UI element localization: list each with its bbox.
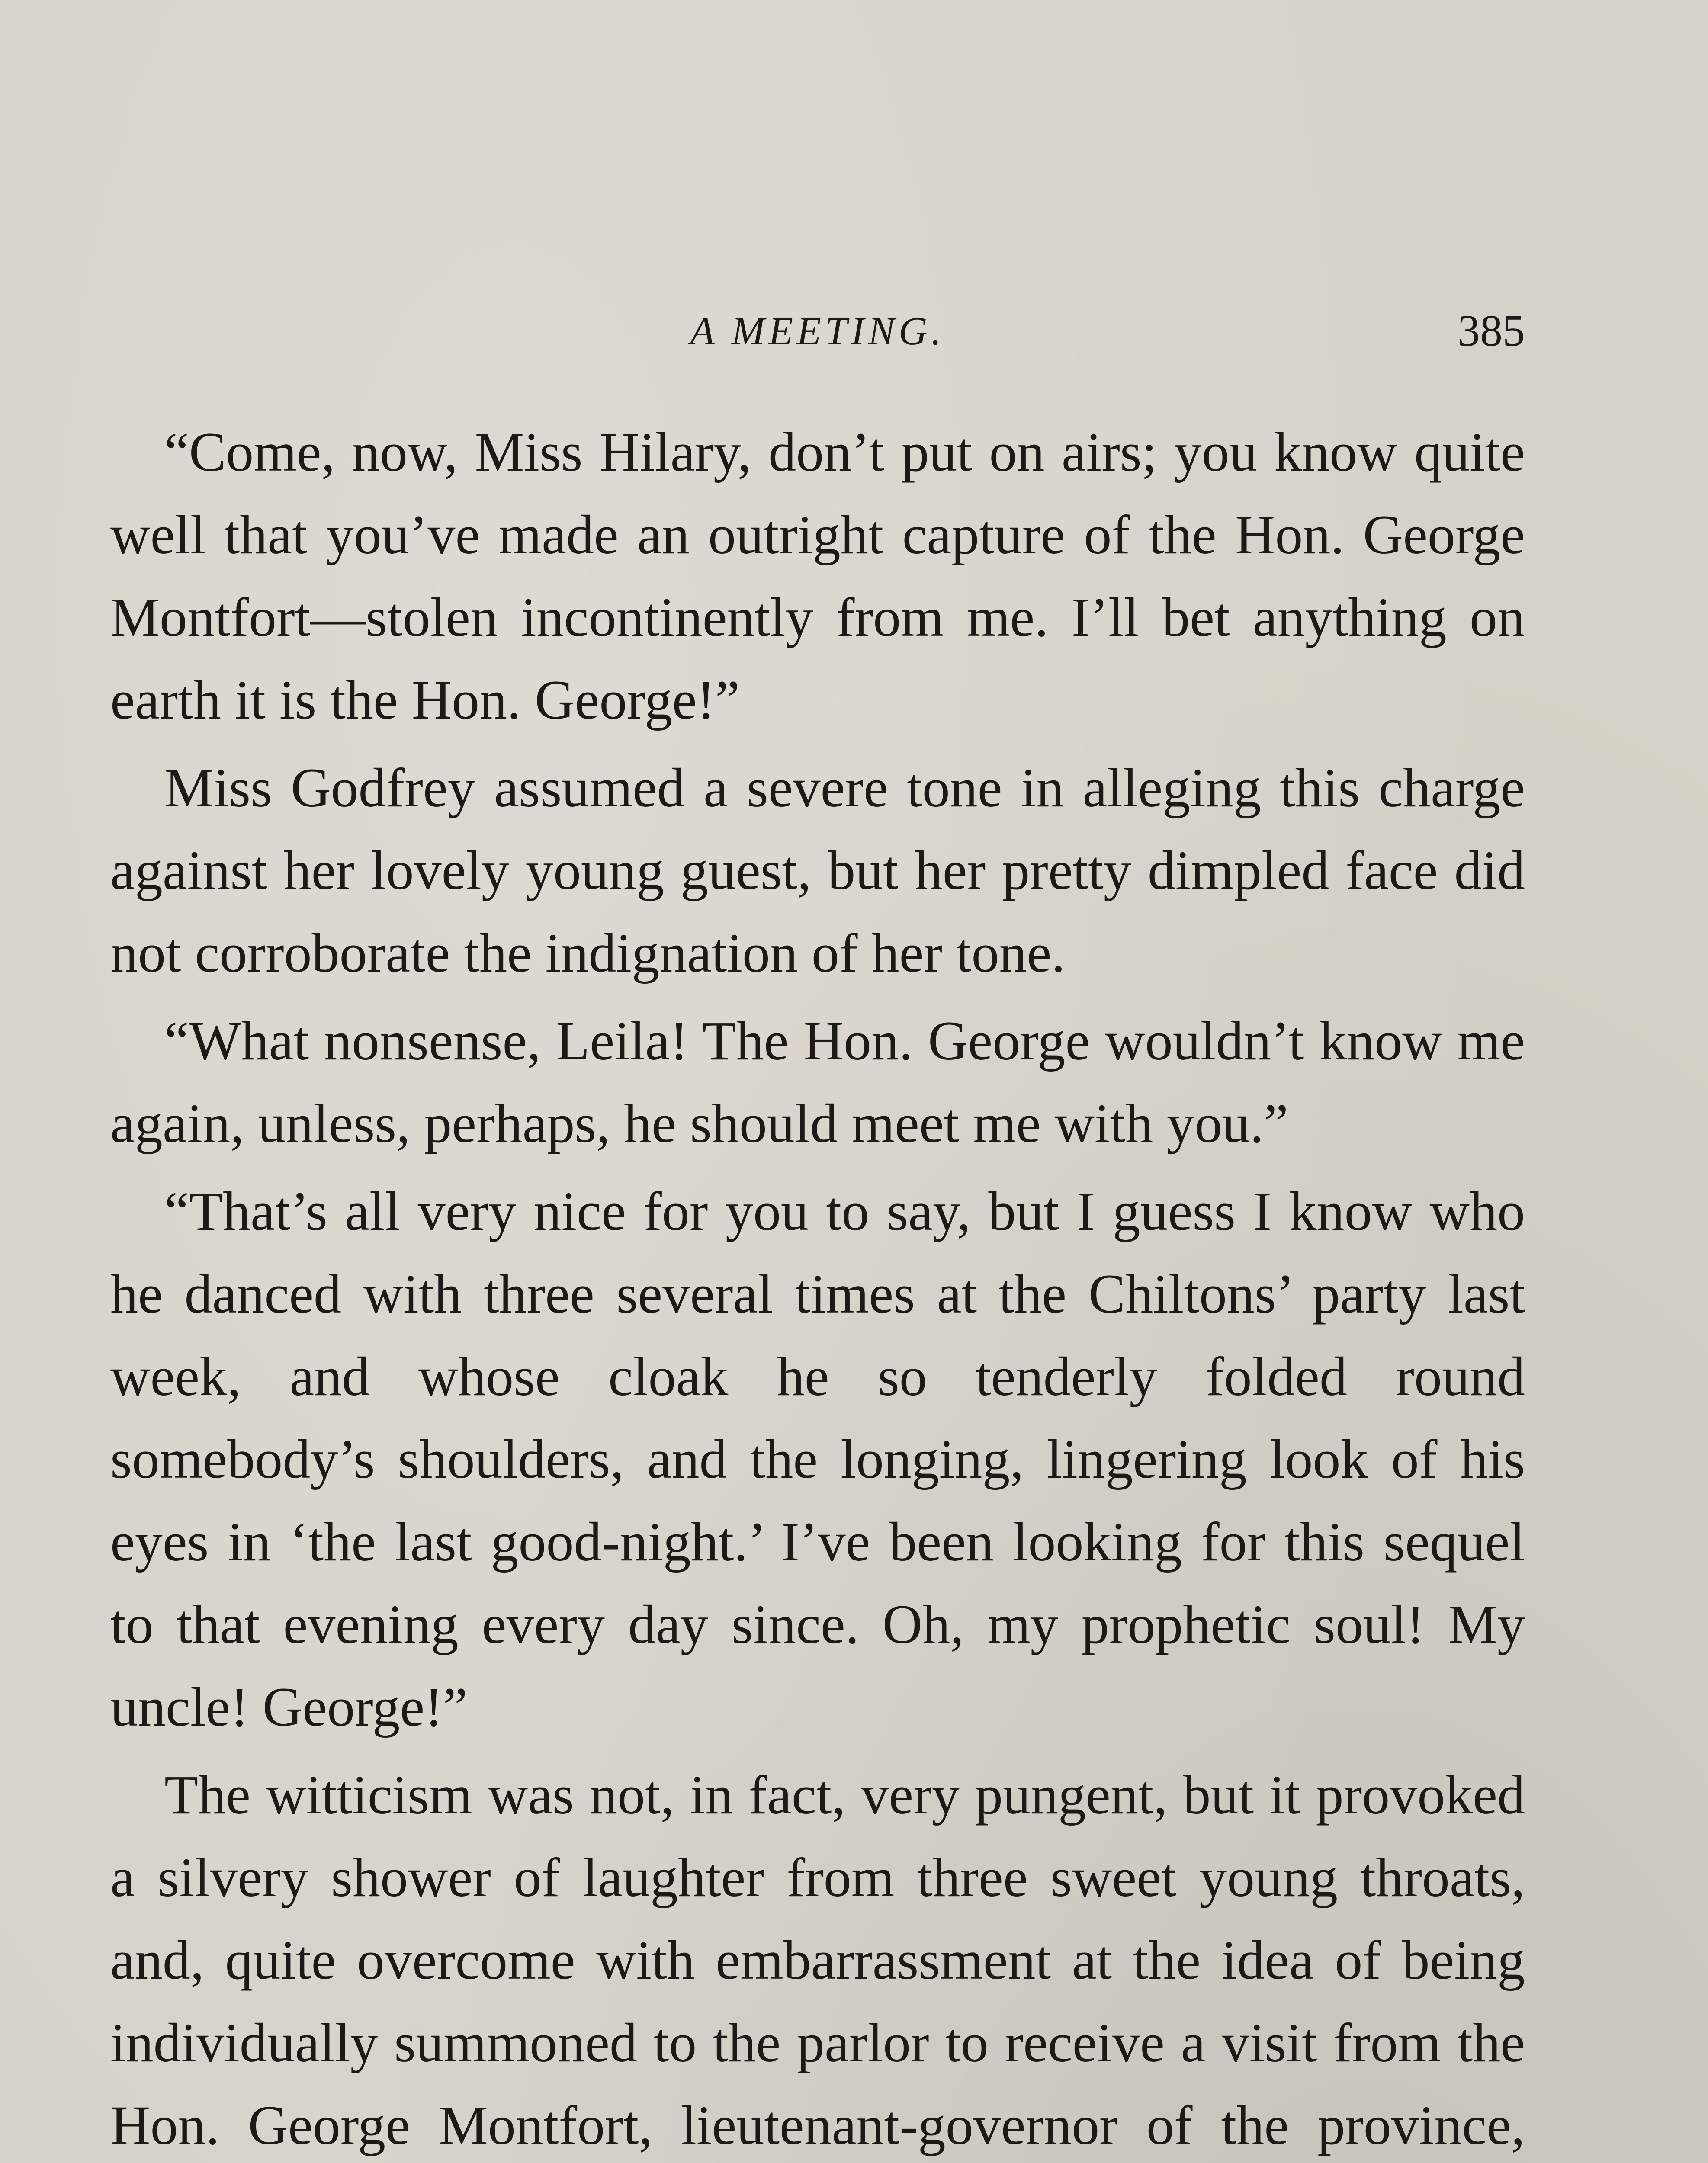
paragraph: “Come, now, Miss Hilary, don’t put on airs; you know quite well that you’ve made an outright capture of the Hon. George Montfort—stolen incontinently from me. I’ll bet anything on earth it is the Hon. George!” xyxy=(110,421,1525,731)
running-title: A MEETING. xyxy=(690,309,945,353)
page-number: 385 xyxy=(1458,306,1525,356)
running-head xyxy=(110,298,1525,363)
paragraph: “That’s all very nice for you to say, but I guess I know who he danced with three several times at the Chiltons’ party last week, and whose cloak he so tenderly folded round somebody’s shoulders, and the longing, lingering look of his eyes in ‘the last good-night.’ I’ve been looking for this sequel to that evening every day since. Oh, my prophetic soul! My uncle! George!” xyxy=(110,1181,1525,1738)
body-text xyxy=(110,411,1525,2163)
paragraph: “What nonsense, Leila! The Hon. George wouldn’t know me again, unless, perhaps, he should meet me with you.” xyxy=(110,1010,1525,1154)
paragraph: Miss Godfrey assumed a severe tone in alleging this charge against her lovely young guest, but her pretty dimpled face did not corroborate the indignation of her tone. xyxy=(110,757,1525,984)
paragraph: The witticism was not, in fact, very pungent, but it provoked a silvery shower of laughter from three sweet young throats, and, quite overcome with embarrassment at the idea of being individually summoned to the parlor to receive a visit from the Hon. George Montfort, lieutenant-governor of the province, xyxy=(110,1764,1525,2156)
